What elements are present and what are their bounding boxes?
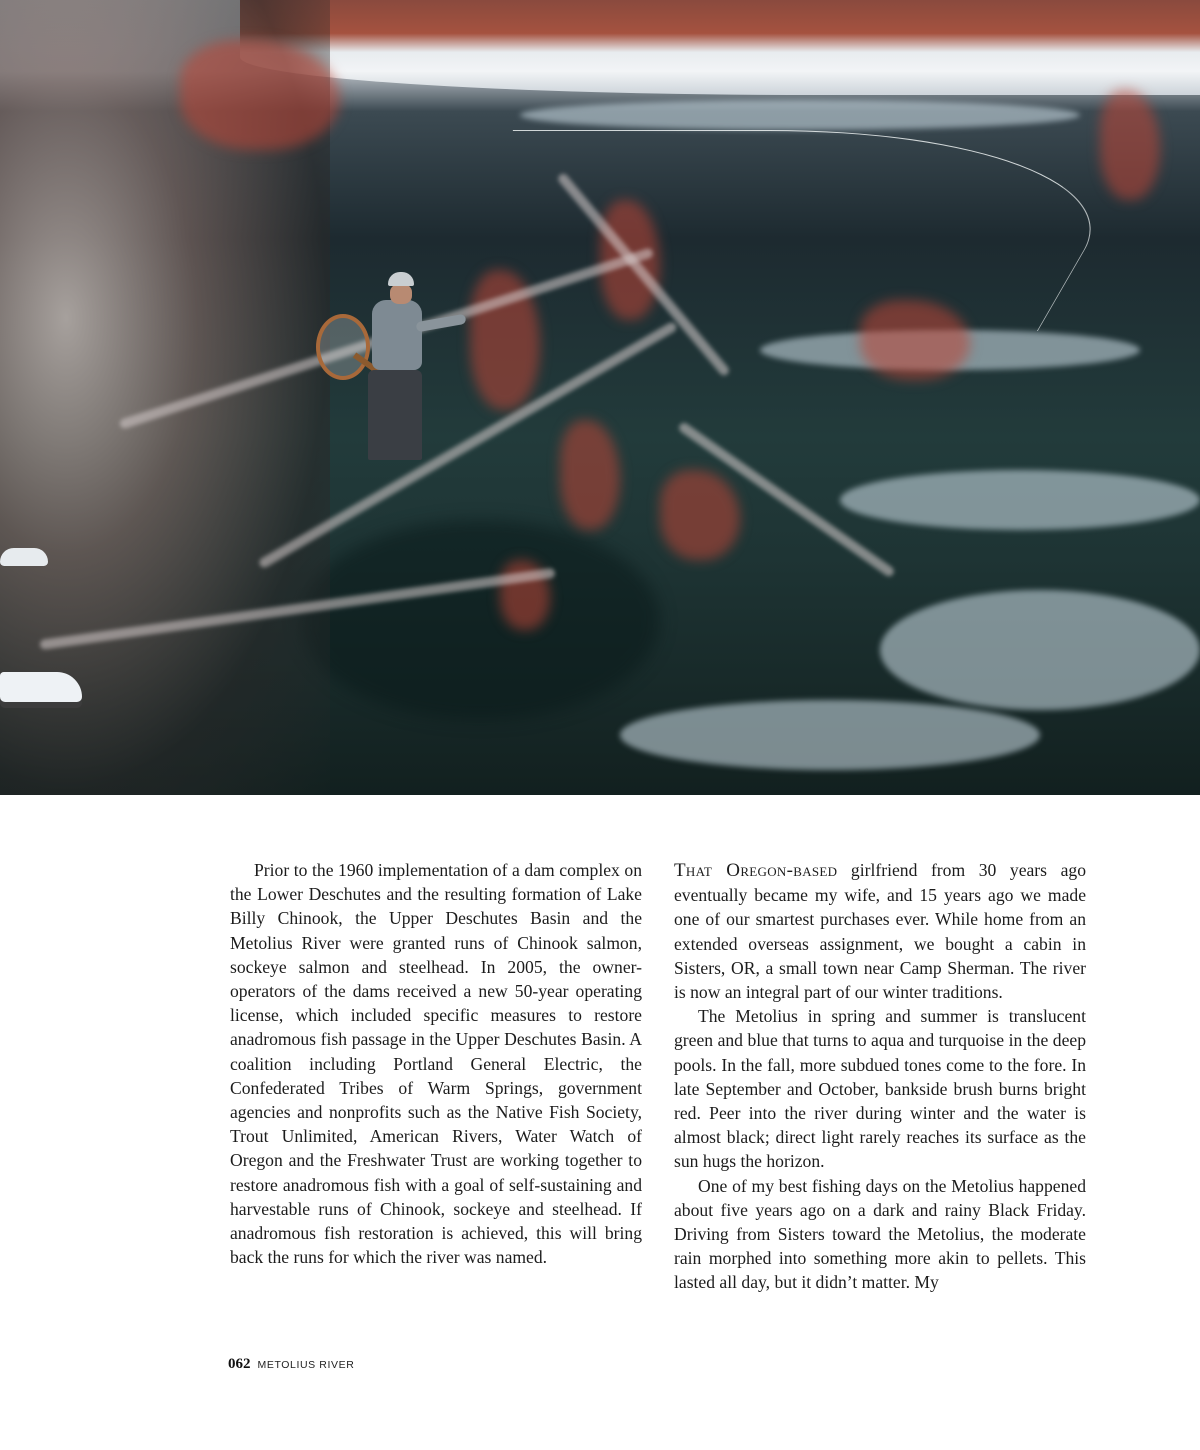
article-paragraph: One of my best fishing days on the Metolius happened about five years ago on a dark and rainy Black Friday. Driving from Sisters toward the Metolius, the moderate rain morphed into something more akin to pellets. This lasted all day, but it didn’t matter. My xyxy=(674,1175,1086,1293)
water-reflection xyxy=(840,470,1200,530)
water-reflection xyxy=(620,700,1040,770)
cap xyxy=(388,272,414,286)
snow-covered-rock xyxy=(0,672,82,702)
water-shadow xyxy=(300,520,660,720)
article-paragraph: Prior to the 1960 implementation of a dam complex on the Lower Deschutes and the resulting formation of Lake Billy Chinook, the Upper Deschutes Basin and the Metolius River were granted runs of Chinook salmon, sockeye salmon and steelhead. In 2005, the owner-operators of the dams received a new 50-year operating license, which included specific measures to restore anadromous fish passage in the Upper Deschutes Basin. A coalition including Portland General Electric, the Confederated Tribes of Warm Springs, government agencies and nonprofits such as the Native Fish Society, Trout Unlimited, American Rivers, Water Watch of Oregon and the Freshwater Trust are working together to restore anadromous fish with a goal of self-sustaining and harvestable runs of Chinook, sockeye and steelhead. If anadromous fish restoration is achieved, this will bring back the runs for which the river was named. xyxy=(230,860,642,1268)
article-paragraph xyxy=(674,858,1086,1004)
water-reflection xyxy=(880,590,1200,710)
landing-net xyxy=(316,314,370,380)
section-name: METOLIUS RIVER xyxy=(257,1359,355,1371)
paragraph-text: girlfriend from 30 years ago eventually became my wife, and 15 years ago we made one of our smartest purchases ever. While home from an extended overseas assignment, we bought a cabin in Sisters, OR, a small town near Camp Sherman. The river is now an integral part of our winter traditions. xyxy=(674,860,1086,1003)
snowy-riverbank xyxy=(240,0,1200,95)
article-column-left xyxy=(230,858,642,1269)
waders xyxy=(368,370,422,460)
water-reflection xyxy=(520,100,1080,130)
head xyxy=(390,284,412,304)
jacket xyxy=(372,300,422,370)
snow-covered-rock xyxy=(0,548,48,566)
casting-arm xyxy=(416,314,467,333)
angler xyxy=(316,270,466,460)
page-footer xyxy=(228,1356,354,1373)
red-brush xyxy=(1100,90,1160,200)
lead-in-small-caps: That Oregon-based xyxy=(674,860,838,881)
fly-line xyxy=(397,130,1154,331)
article-paragraph: The Metolius in spring and summer is translucent green and blue that turns to aqua and turquoise in the deep pools. In the fall, more subdued tones come to the fore. In late September and October, bankside brush burns bright red. Peer into the river during winter and the water is almost black; direct light rarely reaches its surface as the sun hugs the horizon. xyxy=(674,1006,1086,1172)
red-brush xyxy=(660,470,740,560)
article-column-right xyxy=(674,858,1086,1295)
red-brush xyxy=(560,420,620,530)
page-number: 062 xyxy=(228,1356,251,1372)
